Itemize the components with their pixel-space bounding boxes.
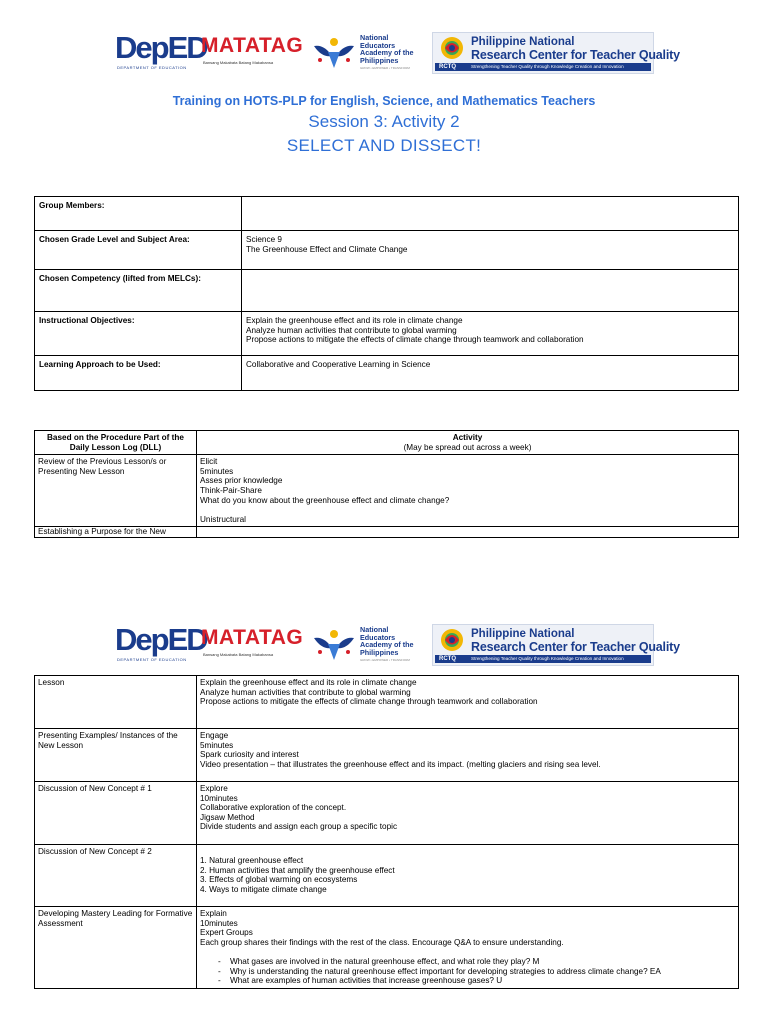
info-value [242, 356, 739, 391]
procedure-activity [197, 728, 739, 781]
matatag-logo-subtitle: Bansang Makabata Batang Makabansa [203, 60, 274, 65]
procedure-activity [197, 907, 739, 989]
rctq-emblem-icon [436, 627, 468, 655]
procedure-activity [197, 676, 739, 729]
neap-logo [312, 34, 427, 74]
procedure-header-left: Based on the Procedure Part of the Daily Lesson Log (DLL) [35, 431, 197, 455]
info-value-line: Analyze human activities that contribute to global warming [246, 325, 457, 335]
activity-line: Unistructural [200, 514, 246, 524]
table-row [35, 356, 739, 391]
neap-emblem-icon [312, 628, 356, 664]
activity-line: 1. Natural greenhouse effect [200, 856, 304, 866]
procedure-header-title: Activity [452, 433, 483, 442]
deped-logo [115, 30, 207, 74]
rctq-slogan: Strengthening Teacher Quality through Knowledge Creation and Innovation [471, 64, 624, 69]
question-bullet: - What gases are involved in the natural greenhouse effect, and what role they play? M [200, 957, 735, 967]
info-value [242, 197, 739, 231]
procedure-table-page1 [34, 430, 739, 538]
info-label: Chosen Competency (lifted from MELCs): [35, 270, 242, 312]
activity-line: Expert Groups [200, 928, 253, 938]
activity-line: Elicit [200, 457, 218, 467]
procedure-step-label: Lesson [35, 676, 197, 729]
neap-line: Philippines [360, 55, 399, 65]
activity-line: Divide students and assign each group a specific topic [200, 822, 398, 832]
procedure-activity [197, 527, 739, 538]
info-value-line: Collaborative and Cooperative Learning in Science [246, 360, 431, 369]
matatag-logo-subtitle: Bansang Makabata Batang Makabansa [203, 652, 274, 657]
table-header-row [35, 431, 739, 455]
neap-line: National [360, 33, 389, 42]
neap-line: National [360, 625, 389, 634]
activity-title: SELECT AND DISSECT! [286, 136, 482, 155]
info-value-line: Propose actions to mitigate the effects of climate change through teamwork and collaboration [246, 335, 584, 345]
activity-line [200, 707, 735, 717]
activity-line [200, 769, 735, 779]
neap-tagline: GROW • EMPOWER • TRANSFORM [360, 66, 410, 70]
neap-emblem-icon [312, 36, 356, 72]
activity-line: Each group shares their findings with the rest of the class. Encourage Q&A to ensure understanding. [200, 937, 564, 947]
info-label: Group Members: [35, 197, 242, 231]
info-value-line: Explain the greenhouse effect and its role in climate change [246, 316, 463, 325]
activity-line: Propose actions to mitigate the effects of climate change through teamwork and collaboration [200, 697, 538, 707]
info-value-line: Science 9 [246, 235, 282, 244]
rctq-emblem-icon [436, 35, 468, 63]
activity-line: Collaborative exploration of the concept. [200, 803, 347, 813]
session-title: Session 3: Activity 2 [308, 112, 460, 131]
table-row [35, 844, 739, 907]
table-row [35, 270, 739, 312]
logo-header [0, 30, 768, 76]
procedure-table-page2 [34, 675, 739, 989]
deped-logo-subtitle: DEPARTMENT OF EDUCATION [117, 65, 187, 70]
procedure-step-label: Establishing a Purpose for the New [35, 527, 197, 538]
deped-logo-text: DepED [115, 30, 207, 65]
deped-logo-subtitle: DEPARTMENT OF EDUCATION [117, 657, 187, 662]
activity-line: 4. Ways to mitigate climate change [200, 884, 327, 894]
logo-header-page2 [0, 622, 768, 668]
procedure-activity [197, 844, 739, 907]
rctq-abbr: RCTQ [439, 656, 456, 662]
activity-line [200, 847, 735, 857]
procedure-step-label: Review of the Previous Lesson/s or Presenting New Lesson [35, 455, 197, 527]
activity-line [200, 832, 735, 842]
activity-line: Asses prior knowledge [200, 476, 283, 486]
procedure-activity [197, 781, 739, 844]
activity-line: Explore [200, 783, 228, 793]
neap-tagline: GROW • EMPOWER • TRANSFORM [360, 658, 410, 662]
activity-line: Spark curiosity and interest [200, 750, 299, 760]
procedure-step-label: Presenting Examples/ Instances of the New Lesson [35, 728, 197, 781]
activity-line [200, 505, 735, 515]
deped-logo-text: DepED [115, 622, 207, 657]
activity-line: Analyze human activities that contribute to global warming [200, 687, 411, 697]
table-row [35, 197, 739, 231]
info-label: Instructional Objectives: [35, 312, 242, 356]
rctq-abbr: RCTQ [439, 64, 456, 70]
neap-line: Philippines [360, 647, 399, 657]
procedure-header-right [197, 431, 739, 455]
rctq-title-line2: Research Center for Teacher Quality [471, 640, 680, 654]
activity-line [200, 947, 735, 957]
neap-line: Educators [360, 40, 396, 50]
table-row [35, 728, 739, 781]
table-row [35, 527, 739, 538]
activity-line: Explain the greenhouse effect and its role in climate change [200, 678, 417, 687]
procedure-step-label: Developing Mastery Leading for Formative Assessment [35, 907, 197, 989]
procedure-activity [197, 455, 739, 527]
info-label: Chosen Grade Level and Subject Area: [35, 231, 242, 270]
activity-line: Video presentation – that illustrates the greenhouse effect and its impact. (melting glaciers and rising sea level. [200, 759, 601, 769]
neap-line: Academy of the [360, 48, 414, 57]
table-row [35, 907, 739, 989]
rctq-title-line2: Research Center for Teacher Quality [471, 48, 680, 62]
table-row [35, 312, 739, 356]
rctq-title-line1: Philippine National [471, 36, 575, 48]
rctq-title-line1: Philippine National [471, 628, 575, 640]
activity-line: Explain [200, 909, 227, 919]
activity-line: 2. Human activities that amplify the greenhouse effect [200, 865, 395, 875]
rctq-logo [432, 624, 680, 666]
matatag-logo [201, 626, 304, 666]
activity-line: 10minutes [200, 918, 238, 928]
procedure-header-subtitle: (May be spread out across a week) [403, 442, 532, 452]
table-row [35, 231, 739, 270]
matatag-logo-text: MATATAG [201, 626, 304, 649]
neap-line: Academy of the [360, 640, 414, 649]
activity-line: 10minutes [200, 793, 238, 803]
neap-logo [312, 626, 427, 666]
lesson-info-table [34, 196, 739, 391]
activity-line [200, 894, 735, 904]
question-bullet: - Why is understanding the natural greenhouse effect important for developing strategies to address climate change? EA [200, 967, 735, 977]
activity-line: 5minutes [200, 466, 234, 476]
matatag-logo-text: MATATAG [201, 34, 304, 57]
activity-line: Jigsaw Method [200, 812, 255, 822]
training-title: Training on HOTS-PLP for English, Science, and Mathematics Teachers [172, 94, 596, 108]
table-row [35, 781, 739, 844]
table-row [35, 455, 739, 527]
table-row [35, 676, 739, 729]
procedure-step-label: Discussion of New Concept # 1 [35, 781, 197, 844]
question-bullet: - What are examples of human activities that increase greenhouse gases? U [200, 976, 735, 986]
rctq-logo [432, 32, 680, 74]
matatag-logo [201, 34, 304, 74]
info-value-line: The Greenhouse Effect and Climate Change [246, 244, 408, 254]
info-label: Learning Approach to be Used: [35, 356, 242, 391]
activity-line: What do you know about the greenhouse effect and climate change? [200, 495, 450, 505]
procedure-step-label: Discussion of New Concept # 2 [35, 844, 197, 907]
activity-line: Think-Pair-Share [200, 485, 262, 495]
info-value [242, 231, 739, 270]
activity-line: 5minutes [200, 740, 234, 750]
info-value [242, 270, 739, 312]
deped-logo [115, 622, 207, 666]
activity-line: Engage [200, 730, 229, 740]
activity-line [200, 716, 735, 726]
activity-line: 3. Effects of global warming on ecosystems [200, 875, 358, 885]
neap-line: Educators [360, 632, 396, 642]
rctq-slogan: Strengthening Teacher Quality through Knowledge Creation and Innovation [471, 656, 624, 661]
info-value [242, 312, 739, 356]
